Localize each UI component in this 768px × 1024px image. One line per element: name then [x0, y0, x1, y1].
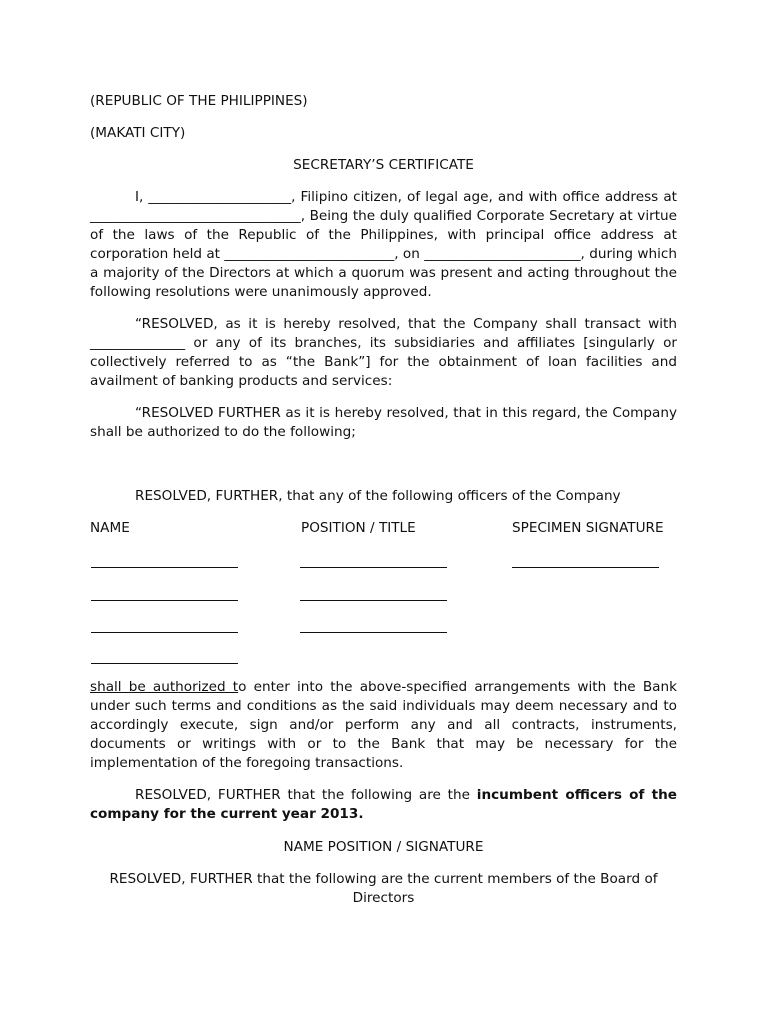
blank-position-line-3: [300, 632, 447, 633]
blank-position-line-1: [300, 567, 447, 568]
resolved-paragraph-3: RESOLVED, FURTHER, that any of the following officers of the Company: [135, 488, 621, 504]
blank-name-line-2: [91, 600, 238, 601]
republic-heading: (REPUBLIC OF THE PHILIPPINES): [90, 93, 308, 109]
table-header-name: NAME: [90, 520, 130, 536]
resolved-4-bold-text: incumbent officers of the company for the current year 2013.: [90, 787, 677, 822]
blank-name-line-4: [91, 663, 238, 664]
table-header-signature: SPECIMEN SIGNATURE: [512, 520, 664, 536]
document-title: SECRETARY’S CERTIFICATE: [293, 157, 474, 173]
authorized-paragraph: [90, 678, 677, 773]
blank-name-line-1: [91, 567, 238, 568]
blank-signature-line-1: [512, 567, 659, 568]
intro-paragraph: I, _____________________, Filipino citizen, of legal age, and with office address at _______________________________, Being the duly qualified Corporate Secretary at virtue of the laws of the Republic of the Philippines, with principal office address at corporation held at _________________________, on _______________________, during which a majority of the Directors at which a quorum was present and acting throughout the following resolutions were unanimously approved.: [90, 189, 677, 300]
resolved-paragraph-4: [90, 786, 677, 824]
blank-position-line-2: [300, 600, 447, 601]
city-heading: (MAKATI CITY): [90, 125, 186, 141]
table-header-position: POSITION / TITLE: [301, 520, 416, 536]
resolved-paragraph-2: “RESOLVED FURTHER as it is hereby resolved, that in this regard, the Company shall be authorized to do the following;: [90, 405, 677, 440]
resolved-paragraph-5: RESOLVED, FURTHER that the following are the current members of the Board of Directors: [109, 871, 658, 906]
resolved-4-text: RESOLVED, FURTHER that the following are the: [135, 787, 477, 803]
incumbent-officers-header: NAME POSITION / SIGNATURE: [283, 839, 484, 855]
blank-name-line-3: [91, 632, 238, 633]
authorized-text: o enter into the above-specified arrangements with the Bank under such terms and conditions as the said individuals may deem necessary and to accordingly execute, sign and/or perform any and all contracts, instruments, documents or writings with or to the Bank that may be necessary for the implementation of the foregoing transactions.: [90, 679, 677, 771]
authorized-underlined-text: shall be authorized t: [90, 679, 239, 695]
resolved-paragraph-1: “RESOLVED, as it is hereby resolved, that the Company shall transact with ______________ or any of its branches, its subsidiaries and affiliates [singularly or collectively referred to as “the Bank”] for the obtainment of loan facilities and availment of banking products and services:: [90, 316, 677, 389]
